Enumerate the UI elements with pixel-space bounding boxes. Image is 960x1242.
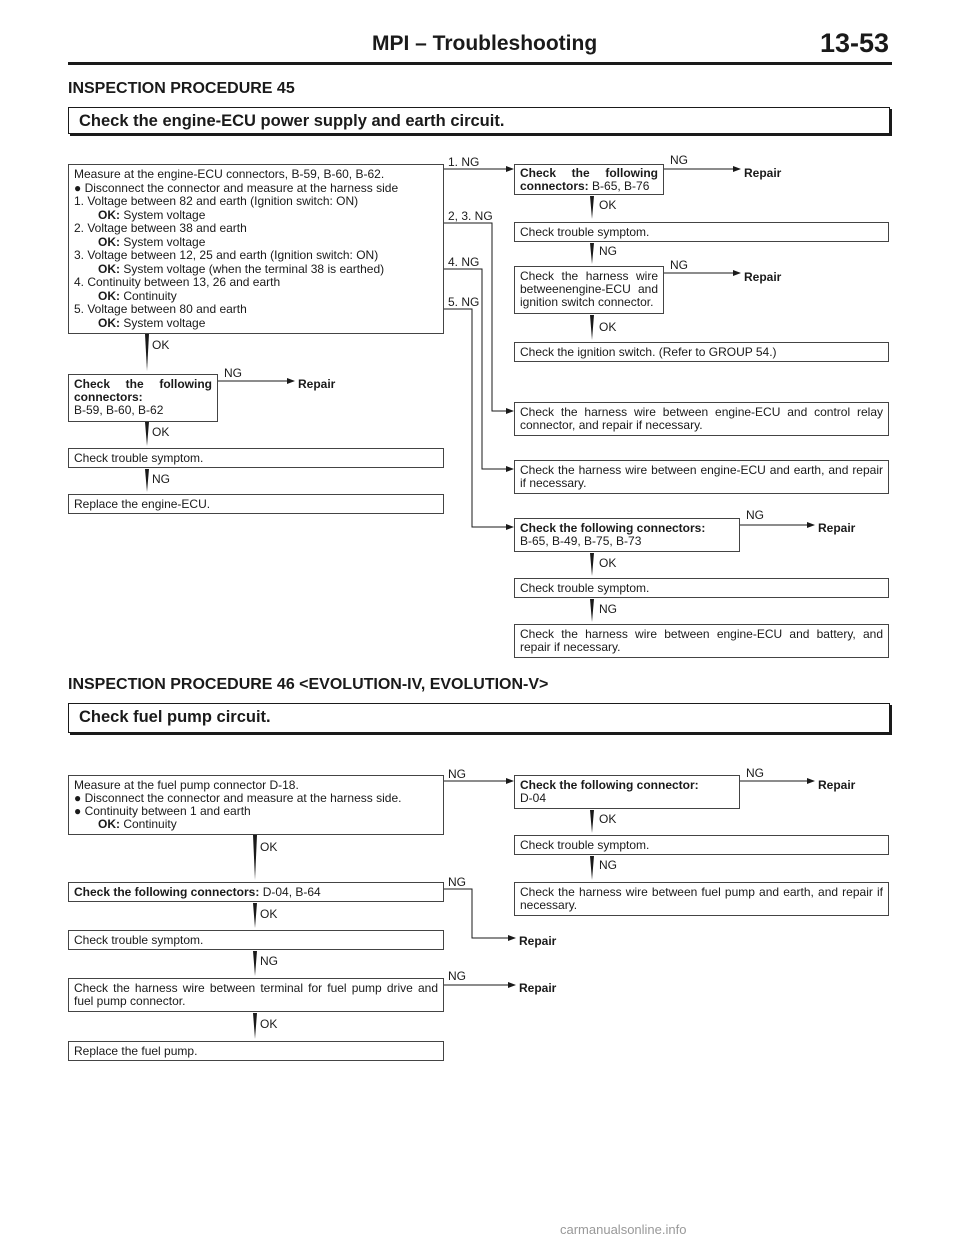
measure-line: Disconnect the connector and measure at the harness side. — [84, 791, 402, 805]
measure-line: Continuity between 1 and earth — [84, 804, 251, 818]
procedure-46-title: INSPECTION PROCEDURE 46 <EVOLUTION-IV, EVOLUTION-V> — [68, 676, 549, 693]
procedure-45-title: INSPECTION PROCEDURE 45 — [68, 80, 295, 97]
check-trouble-symptom-2: Check trouble symptom. — [68, 448, 444, 468]
bullet-icon: ● — [74, 180, 82, 195]
watermark-footer: carmanualsonline.info — [560, 1222, 687, 1237]
measure-line: Disconnect the connector and measure at the harness side — [84, 180, 399, 195]
ok-criterion-label: OK: — [98, 261, 120, 276]
procedure-46-banner: Check fuel pump circuit. — [68, 703, 890, 733]
branch-label-4-ng: 4. NG — [448, 255, 480, 269]
branch-label-2-3-ng: 2, 3. NG — [448, 209, 493, 223]
check-harness-ecu-control-relay: Check the harness wire between engine-ECU and control relay connector, and repair if necessary. — [514, 402, 889, 436]
ng-label: NG — [599, 244, 617, 258]
repair-label: Repair — [298, 377, 336, 391]
ng-label: NG — [448, 767, 466, 781]
ok-criterion-label: OK: — [98, 817, 120, 831]
check-trouble-symptom-b: Check trouble symptom. — [68, 930, 444, 950]
ok-label: OK — [260, 840, 278, 854]
ng-label: NG — [670, 258, 688, 272]
page-header-title: MPI – Troubleshooting — [372, 32, 598, 55]
ok-label: OK — [152, 425, 170, 439]
box-heading: Check the following connector: — [520, 778, 699, 792]
repair-label: Repair — [519, 981, 557, 995]
ng-label: NG — [448, 875, 466, 889]
ok-label: OK — [599, 556, 617, 570]
ng-label: NG — [152, 472, 170, 486]
check-harness-ecu-earth: Check the harness wire between engine-ECU and earth, and repair if necessary. — [514, 460, 889, 494]
page-number: 13-53 — [820, 28, 890, 58]
replace-engine-ecu: Replace the engine-ECU. — [68, 494, 444, 514]
ok-label: OK — [599, 812, 617, 826]
ok-criterion-label: OK: — [98, 234, 120, 249]
measure-line: System voltage (when the terminal 38 is earthed) — [123, 261, 385, 276]
branch-label-1-ng: 1. NG — [448, 155, 480, 169]
measure-line: 1. Voltage between 82 and earth (Ignition switch: ON) — [74, 194, 359, 208]
ng-label: NG — [448, 969, 466, 983]
ng-label: NG — [746, 508, 764, 522]
measure-line: 4. Continuity between 13, 26 and earth — [74, 275, 281, 289]
check-trouble-symptom-a: Check trouble symptom. — [514, 835, 889, 855]
repair-label: Repair — [519, 934, 557, 948]
repair-label: Repair — [818, 521, 856, 535]
ok-label: OK — [599, 320, 617, 334]
box-text: D-04 — [520, 791, 547, 805]
measure-line: Measure at the fuel pump connector D-18. — [74, 778, 299, 792]
ok-criterion-label: OK: — [98, 207, 120, 222]
check-harness-ecu-battery: Check the harness wire between engine-ECU and battery, and repair if necessary. — [514, 624, 889, 658]
ng-label: NG — [260, 954, 278, 968]
ng-label: NG — [224, 366, 242, 380]
box-heading: Check the following connectors: — [520, 521, 706, 535]
replace-fuel-pump: Replace the fuel pump. — [68, 1041, 444, 1061]
bullet-icon: ● — [74, 804, 82, 818]
ng-label: NG — [746, 766, 764, 780]
measure-line: System voltage — [123, 315, 206, 330]
check-trouble-symptom-3: Check trouble symptom. — [514, 578, 889, 598]
box-text: D-04, B-64 — [262, 885, 321, 899]
box-heading: Check the following connectors: — [74, 885, 260, 899]
box-heading: Check the following connectors: — [74, 377, 212, 404]
ok-criterion-label: OK: — [98, 288, 120, 303]
measure-line: 5. Voltage between 80 and earth — [74, 302, 247, 316]
box-heading: Check the following connectors: — [520, 166, 658, 193]
ok-label: OK — [260, 907, 278, 921]
bullet-icon: ● — [74, 791, 82, 805]
check-trouble-symptom-1: Check trouble symptom. — [514, 222, 889, 242]
ng-label: NG — [599, 858, 617, 872]
check-ignition-switch: Check the ignition switch. (Refer to GROUP 54.) — [514, 342, 889, 362]
box-text: B-65, B-49, B-75, B-73 — [520, 534, 642, 548]
check-harness-fuel-pump-earth: Check the harness wire between fuel pump and earth, and repair if necessary. — [514, 882, 889, 916]
repair-label: Repair — [818, 778, 856, 792]
check-harness-fuel-pump-drive: Check the harness wire between terminal for fuel pump drive and fuel pump connector. — [68, 978, 444, 1012]
measure-line: Continuity — [123, 817, 177, 831]
measure-line: System voltage — [123, 234, 206, 249]
check-harness-ecu-ignition-switch: Check the harness wire betweenengine-ECU and ignition switch connector. — [514, 266, 664, 314]
repair-label: Repair — [744, 270, 782, 284]
box-text: B-65, B-76 — [592, 178, 650, 193]
ng-label: NG — [599, 602, 617, 616]
measure-line: System voltage — [123, 207, 206, 222]
measure-line: 3. Voltage between 12, 25 and earth (Ignition switch: ON) — [74, 248, 379, 262]
repair-label: Repair — [744, 166, 782, 180]
ok-label: OK — [152, 338, 170, 352]
procedure-45-banner: Check the engine-ECU power supply and earth circuit. — [68, 107, 890, 134]
measure-line: Measure at the engine-ECU connectors, B-59, B-60, B-62. — [74, 167, 385, 181]
ok-label: OK — [599, 198, 617, 212]
branch-label-5-ng: 5. NG — [448, 295, 480, 309]
ok-label: OK — [260, 1017, 278, 1031]
ng-label: NG — [670, 153, 688, 167]
measure-line: 2. Voltage between 38 and earth — [74, 221, 247, 235]
ok-criterion-label: OK: — [98, 315, 120, 330]
box-text: B-59, B-60, B-62 — [74, 403, 164, 417]
measure-line: Continuity — [123, 288, 177, 303]
